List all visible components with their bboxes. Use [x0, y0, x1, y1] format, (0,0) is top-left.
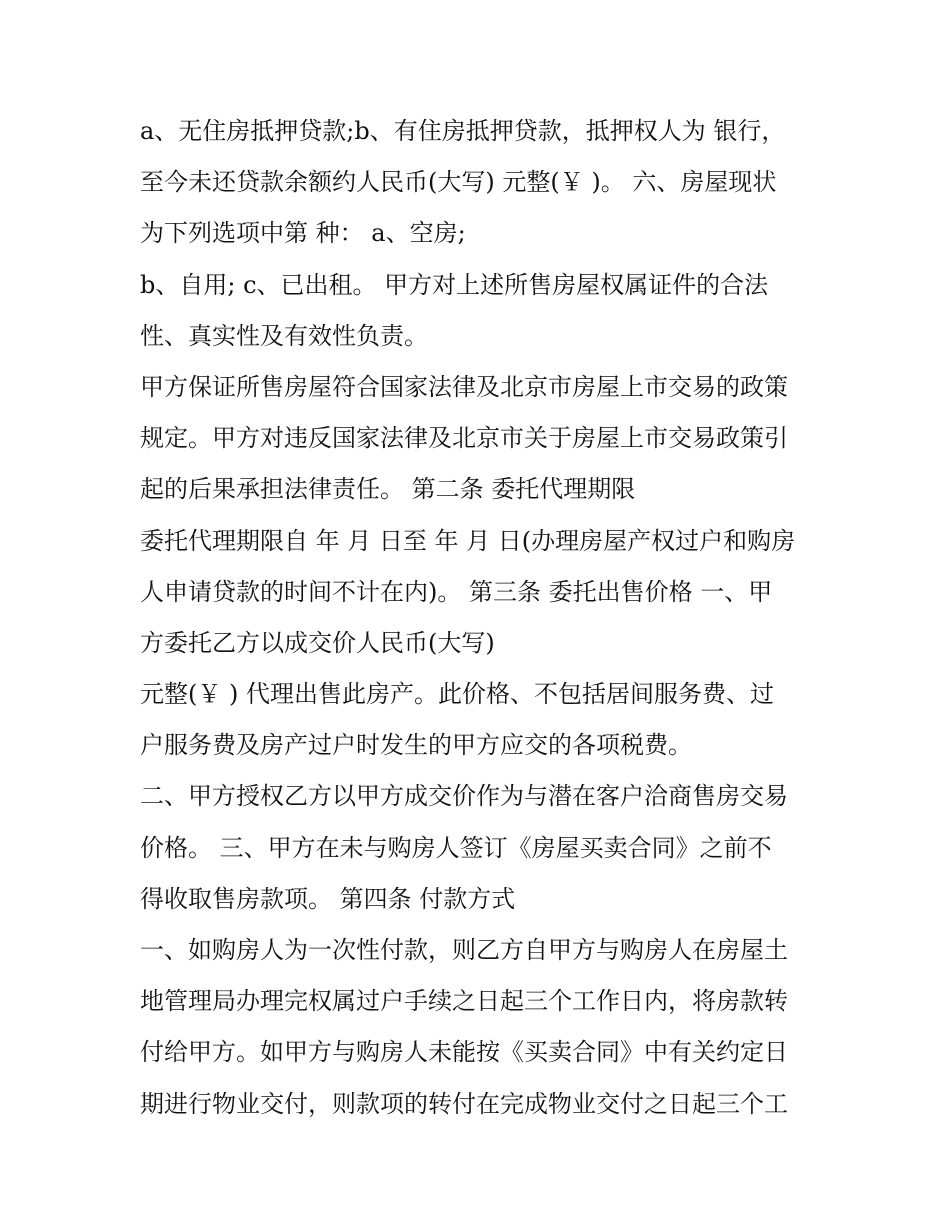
text-line-4: b、自用; c、已出租。 甲方对上述所售房屋权属证件的合法 — [140, 270, 769, 299]
text-line-6: 甲方保证所售房屋符合国家法律及北京市房屋上市交易的政策 — [140, 372, 788, 401]
text-line-17: 一、如购房人为一次性付款，则乙方自甲方与购房人在房屋土 — [140, 936, 788, 964]
text-line-8: 起的后果承担法律责任。 第二条 委托代理期限 — [140, 475, 636, 504]
text-line-10: 人申请贷款的时间不计在内)。 第三条 委托出售价格 一、甲 — [140, 577, 773, 606]
text-line-9: 委托代理期限自 年 月 日至 年 月 日(办理房屋产权过户和购房 — [140, 526, 796, 555]
text-line-12: 元整(￥ ) 代理出售此房产。此价格、不包括居间服务费、过 — [140, 680, 774, 709]
contract-text — [140, 106, 830, 1130]
text-line-1: a、无住房抵押贷款;b、有住房抵押贷款，抵押权人为 银行， — [140, 117, 786, 145]
text-line-2: 至今未还贷款余额约人民币(大写) 元整(￥ )。 六、房屋现状 — [140, 168, 777, 197]
text-line-3: 为下列选项中第 种： a、空房; — [140, 219, 466, 248]
text-line-16: 得收取售房款项。 第四条 付款方式 — [140, 884, 516, 913]
text-line-5: 性、真实性及有效性负责。 — [140, 321, 428, 350]
text-line-7: 规定。甲方对违反国家法律及北京市关于房屋上市交易政策引 — [140, 424, 788, 453]
text-line-11: 方委托乙方以成交价人民币(大写) — [140, 628, 495, 657]
text-line-19: 付给甲方。如甲方与购房人未能按《买卖合同》中有关约定日 — [140, 1038, 788, 1067]
text-line-18: 地管理局办理完权属过户手续之日起三个工作日内，将房款转 — [140, 987, 788, 1016]
text-line-15: 价格。 三、甲方在未与购房人签订《房屋买卖合同》之前不 — [140, 833, 772, 862]
text-line-20: 期进行物业交付，则款项的转付在完成物业交付之日起三个工 — [140, 1089, 788, 1118]
text-line-14: 二、甲方授权乙方以甲方成交价作为与潜在客户洽商售房交易 — [140, 782, 788, 811]
text-line-13: 户服务费及房产过户时发生的甲方应交的各项税费。 — [140, 731, 692, 760]
